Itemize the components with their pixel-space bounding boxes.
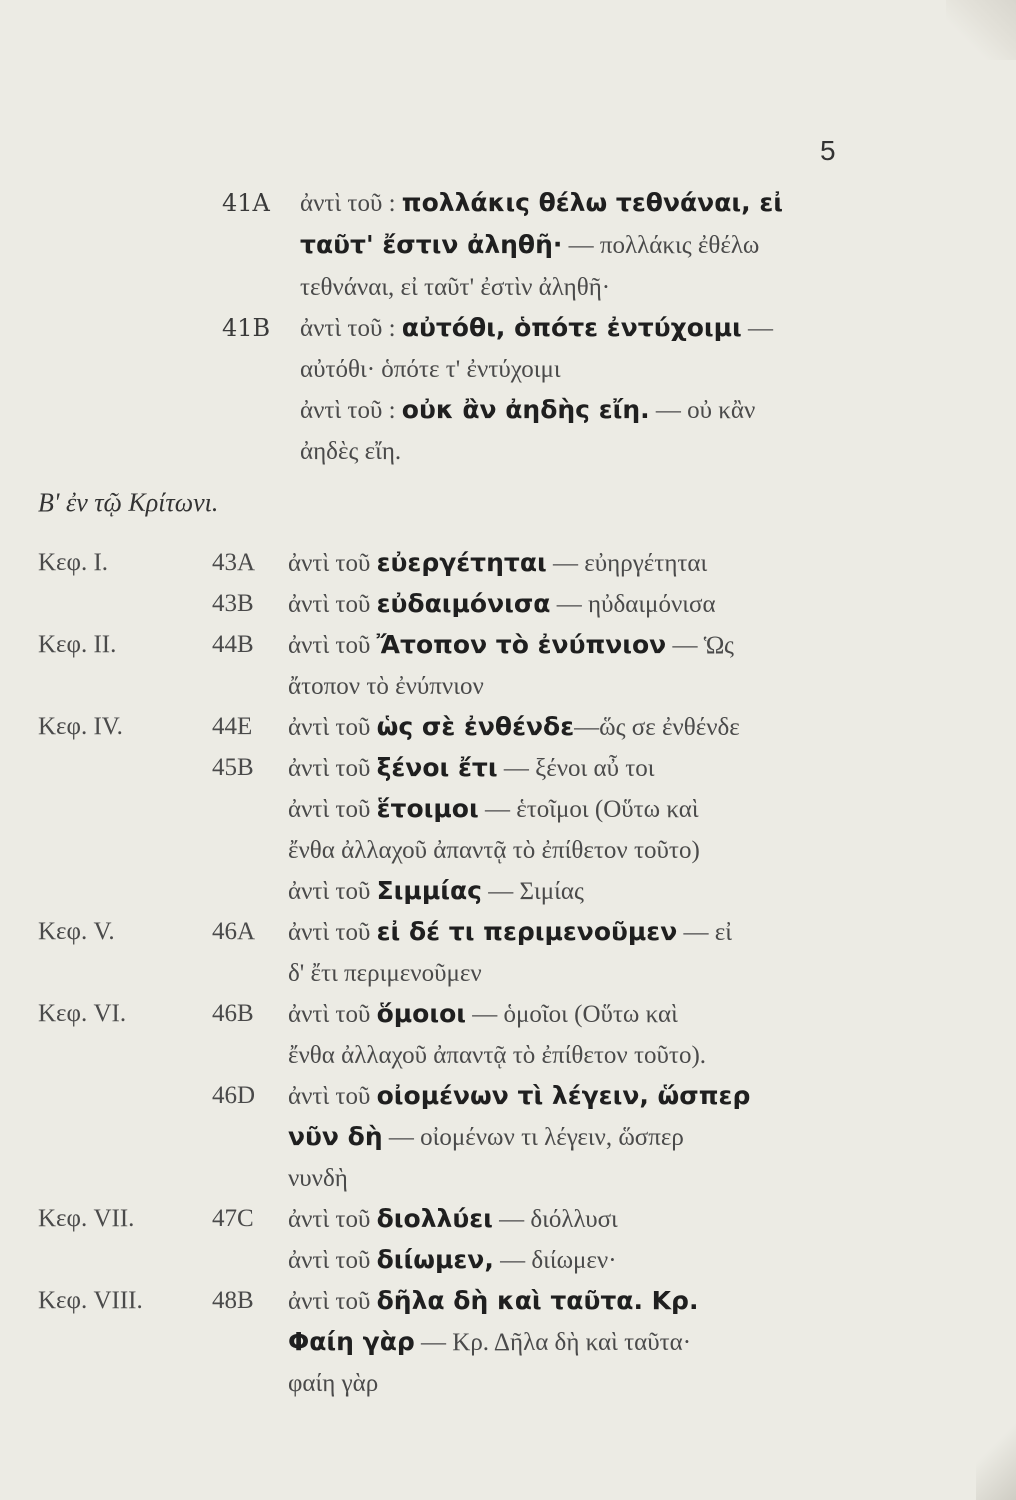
stephanus-ref: 43Α <box>212 549 256 576</box>
ref-41B: 41B <box>222 314 271 342</box>
text-bold: Φαίη γὰρ <box>288 1327 415 1356</box>
text-plain: ἀντὶ τοῦ <box>288 1206 377 1233</box>
text-plain: ἀντὶ τοῦ <box>288 550 377 577</box>
text-plain: ἀντὶ τοῦ <box>288 591 377 618</box>
chapter-label: Κεφ. ΙV. <box>38 713 123 740</box>
text-bold: οἰομένων τὶ λέγειν, ὥσπερ <box>376 1081 751 1110</box>
text-plain: ἀντὶ τοῦ <box>288 878 377 905</box>
entry-line <box>288 671 484 702</box>
chapter-label: Κεφ. VΙ. <box>38 1000 127 1027</box>
text-line-2 <box>300 230 759 261</box>
stephanus-ref: 47C <box>212 1205 254 1232</box>
text-bold: αὐτόθι, ὁπότε ἐντύχοιμι <box>401 313 742 342</box>
text-line-1 <box>300 188 783 219</box>
text-plain: — οἰομένων τι λέγειν, ὥσπερ <box>382 1124 684 1151</box>
text-plain: — Ὡς <box>666 632 734 659</box>
text-bold: ὡς σὲ ἐνθένδε <box>376 712 575 741</box>
page-number: 5 <box>820 135 836 166</box>
text-bold: ξένοι ἔτι <box>376 753 498 782</box>
entry-line <box>288 794 699 825</box>
text-bold: Σιμμίας <box>376 876 482 905</box>
text-plain: ἀντὶ τοῦ <box>288 1247 377 1274</box>
entry-line <box>288 548 707 579</box>
entry-line <box>288 1163 348 1194</box>
text-plain: — οὐ κἂν <box>649 397 756 424</box>
stephanus-ref: 43Β <box>212 590 254 617</box>
text-plain: ἄτοπον τὸ ἐνύπνιον <box>288 673 484 700</box>
text-bold: διίωμεν, <box>376 1245 494 1274</box>
ref-41A: 41A <box>222 189 270 217</box>
section-title: Β' ἐν τῷ Κρίτωνι. <box>38 488 219 517</box>
text-plain: ἀντὶ τοῦ : <box>300 315 402 342</box>
stephanus-ref: 44Ε <box>212 713 253 740</box>
stephanus-ref: 44Β <box>212 631 254 658</box>
text-bold: εἰ δέ τι περιμενοῦμεν <box>376 917 678 946</box>
text-bold: πολλάκις θέλω τεθνάναι, εἰ <box>401 188 783 217</box>
text-plain: — ηὐδαιμόνισα <box>550 591 716 618</box>
entry-line <box>288 917 732 948</box>
text-plain: ἀντὶ τοῦ <box>288 1083 377 1110</box>
text-plain: — <box>741 315 774 342</box>
chapter-label: Κεφ. VΙΙ. <box>38 1205 135 1232</box>
text-plain: — πολλάκις ἐθέλω <box>562 232 760 259</box>
text-plain: ἀντὶ τοῦ <box>288 796 377 823</box>
text-plain: —ὥς σε ἐνθένδε <box>574 714 740 741</box>
text-plain: ἀντὶ τοῦ <box>288 1288 377 1315</box>
text-plain: — εὐηργέτηται <box>546 550 708 577</box>
text-plain: φαίη γὰρ <box>288 1370 379 1397</box>
text-plain: ἔνθα ἀλλαχοῦ ἀπαντᾷ τὸ ἐπίθετον τοῦτο) <box>288 837 700 864</box>
page-corner-shadow <box>946 0 1016 60</box>
entry-line <box>288 630 734 661</box>
text-bold: εὐδαιμόνισα <box>376 589 551 618</box>
text-bold: οὐκ ἂν ἀηδὴς εἴη. <box>401 395 650 424</box>
chapter-label: Κεφ. Ι. <box>38 549 109 576</box>
entry-line <box>288 1245 617 1276</box>
text-plain: ἀντὶ τοῦ <box>288 714 377 741</box>
text-plain: ἔνθα ἀλλαχοῦ ἀπαντᾷ τὸ ἐπίθετον τοῦτο). <box>288 1042 707 1069</box>
text-plain: ἀντὶ τοῦ <box>288 1001 377 1028</box>
entry-line <box>288 1327 691 1358</box>
text-line-4 <box>300 313 773 344</box>
text-plain: — εἰ <box>677 919 732 946</box>
entry-line <box>288 1204 618 1235</box>
text-plain: νυνδὴ <box>288 1165 348 1192</box>
chapter-label: Κεφ. V. <box>38 918 115 945</box>
text-bold: ἕτοιμοι <box>376 794 479 823</box>
page-corner-shadow-bottom <box>976 1410 1016 1500</box>
entry-line <box>288 1040 706 1071</box>
entry-line <box>288 835 700 866</box>
entry-line <box>288 753 654 784</box>
entry-line <box>288 999 678 1030</box>
text-plain: — ξένοι αὖ τοι <box>497 755 655 782</box>
text-plain: — διόλλυσι <box>492 1206 618 1233</box>
text-plain: — Σιμίας <box>481 878 584 905</box>
text-plain: — ὁμοῖοι (Οὕτω καὶ <box>466 1001 678 1028</box>
text-line-6 <box>300 395 755 426</box>
entry-line <box>288 876 584 907</box>
entry-line <box>288 1122 684 1153</box>
text-line-3 <box>300 272 610 303</box>
text-plain: — διίωμεν· <box>493 1247 617 1274</box>
entry-line <box>288 712 740 743</box>
entry-line <box>288 1081 750 1112</box>
stephanus-ref: 45Β <box>212 754 254 781</box>
entry-line <box>288 589 716 620</box>
text-plain: αὐτόθι· ὁπότε τ' ἐντύχοιμι <box>300 356 561 383</box>
text-plain: ἀντὶ τοῦ : <box>300 397 402 424</box>
stephanus-ref: 46D <box>212 1082 256 1109</box>
text-line-7 <box>300 436 401 467</box>
text-plain: ἀηδὲς εἴη. <box>300 438 402 465</box>
text-plain: τεθνάναι, εἰ ταῦτ' ἐστὶν ἀληθῆ· <box>300 274 611 301</box>
entry-line <box>288 958 482 989</box>
stephanus-ref: 48Β <box>212 1287 254 1314</box>
chapter-label: Κεφ. VΙΙΙ. <box>38 1287 143 1314</box>
text-plain: ἀντὶ τοῦ <box>288 632 377 659</box>
text-bold: ταῦτ' ἔστιν ἀληθῆ· <box>300 230 563 259</box>
text-bold: ὅμοιοι <box>376 999 467 1028</box>
chapter-label: Κεφ. ΙΙ. <box>38 631 117 658</box>
text-plain: — Κρ. Δῆλα δὴ καὶ ταῦτα· <box>414 1329 692 1356</box>
text-bold: Ἄτοπον τὸ ἐνύπνιον <box>376 630 667 659</box>
text-bold: νῦν δὴ <box>288 1122 383 1151</box>
entry-line <box>288 1286 698 1317</box>
text-plain: ἀντὶ τοῦ : <box>300 190 402 217</box>
text-plain: — ἑτοῖμοι (Οὕτω καὶ <box>478 796 699 823</box>
text-plain: ἀντὶ τοῦ <box>288 755 377 782</box>
text-bold: εὐεργέτηται <box>376 548 547 577</box>
text-plain: ἀντὶ τοῦ <box>288 919 377 946</box>
stephanus-ref: 46Α <box>212 918 256 945</box>
stephanus-ref: 46Β <box>212 1000 254 1027</box>
entry-line <box>288 1368 378 1399</box>
text-bold: δῆλα δὴ καὶ ταῦτα. Κρ. <box>376 1286 699 1315</box>
text-plain: δ' ἔτι περιμενοῦμεν <box>288 960 482 987</box>
text-line-5 <box>300 354 561 385</box>
text-bold: διολλύει <box>376 1204 493 1233</box>
